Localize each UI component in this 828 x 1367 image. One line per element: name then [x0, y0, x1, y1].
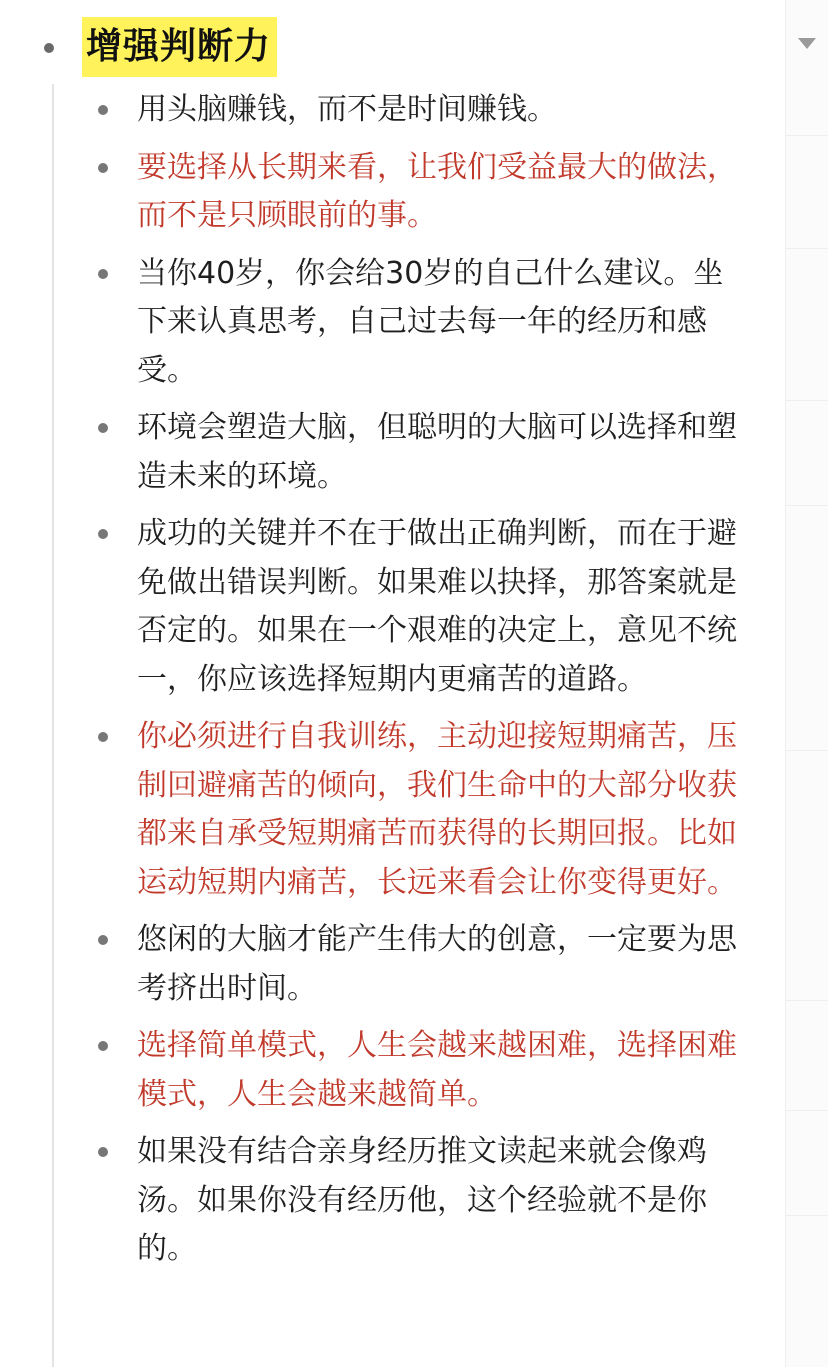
bullet-list: [98, 86, 738, 1283]
gutter-divider: [786, 505, 828, 506]
list-item[interactable]: [98, 916, 738, 1013]
list-item-text[interactable]: 用头脑赚钱，而不是时间赚钱。: [137, 92, 557, 127]
list-item[interactable]: [98, 86, 738, 135]
bullet-dot[interactable]: [98, 105, 108, 115]
gutter-divider: [786, 248, 828, 249]
bullet-dot[interactable]: [98, 529, 108, 539]
bullet-dot[interactable]: [98, 269, 108, 279]
bullet-dot[interactable]: [98, 1041, 108, 1051]
list-item-text[interactable]: 环境会塑造大脑，但聪明的大脑可以选择和塑造未来的环境。: [137, 410, 737, 494]
list-item-text[interactable]: 成功的关键并不在于做出正确判断，而在于避免做出错误判断。如果难以抉择，那答案就是否定的。如果在一个艰难的决定上，意见不统一，你应该选择短期内更痛苦的道路。: [137, 516, 737, 697]
gutter-divider: [786, 400, 828, 401]
list-item[interactable]: [98, 404, 738, 501]
bullet-dot[interactable]: [98, 732, 108, 742]
list-item-text[interactable]: 选择简单模式，人生会越来越困难，选择困难模式，人生会越来越简单。: [137, 1028, 737, 1112]
list-item-text[interactable]: 当你40岁，你会给30岁的自己什么建议。坐下来认真思考，自己过去每一年的经历和感受。: [137, 255, 724, 388]
bullet-dot[interactable]: [98, 1147, 108, 1157]
list-item[interactable]: [98, 1022, 738, 1119]
list-item[interactable]: [98, 1128, 738, 1274]
list-item[interactable]: [98, 510, 738, 704]
list-item-text[interactable]: 要选择从长期来看，让我们受益最大的做法，而不是只顾眼前的事。: [137, 149, 737, 233]
outline-thread-line: [52, 84, 54, 1367]
list-item-text[interactable]: 你必须进行自我训练，主动迎接短期痛苦，压制回避痛苦的倾向，我们生命中的大部分收获都来自承受短期痛苦而获得的长期回报。比如运动短期内痛苦，长远来看会让你变得更好。: [137, 719, 737, 900]
section-heading[interactable]: 增强判断力: [82, 17, 277, 77]
list-item-text[interactable]: 悠闲的大脑才能产生伟大的创意，一定要为思考挤出时间。: [137, 922, 737, 1006]
section-bullet[interactable]: [44, 43, 54, 53]
list-item[interactable]: [98, 250, 738, 396]
bullet-dot[interactable]: [98, 163, 108, 173]
list-item[interactable]: [98, 144, 738, 241]
list-item-text[interactable]: 如果没有结合亲身经历推文读起来就会像鸡汤。如果你没有经历他，这个经验就不是你的。: [137, 1134, 707, 1266]
bullet-dot[interactable]: [98, 935, 108, 945]
right-gutter: [785, 0, 828, 1367]
collapse-chevron-icon[interactable]: [798, 38, 816, 49]
list-item[interactable]: [98, 713, 738, 907]
gutter-divider: [786, 1000, 828, 1001]
gutter-divider: [786, 135, 828, 136]
gutter-divider: [786, 750, 828, 751]
gutter-divider: [786, 1110, 828, 1111]
bullet-dot[interactable]: [98, 423, 108, 433]
gutter-divider: [786, 1215, 828, 1216]
